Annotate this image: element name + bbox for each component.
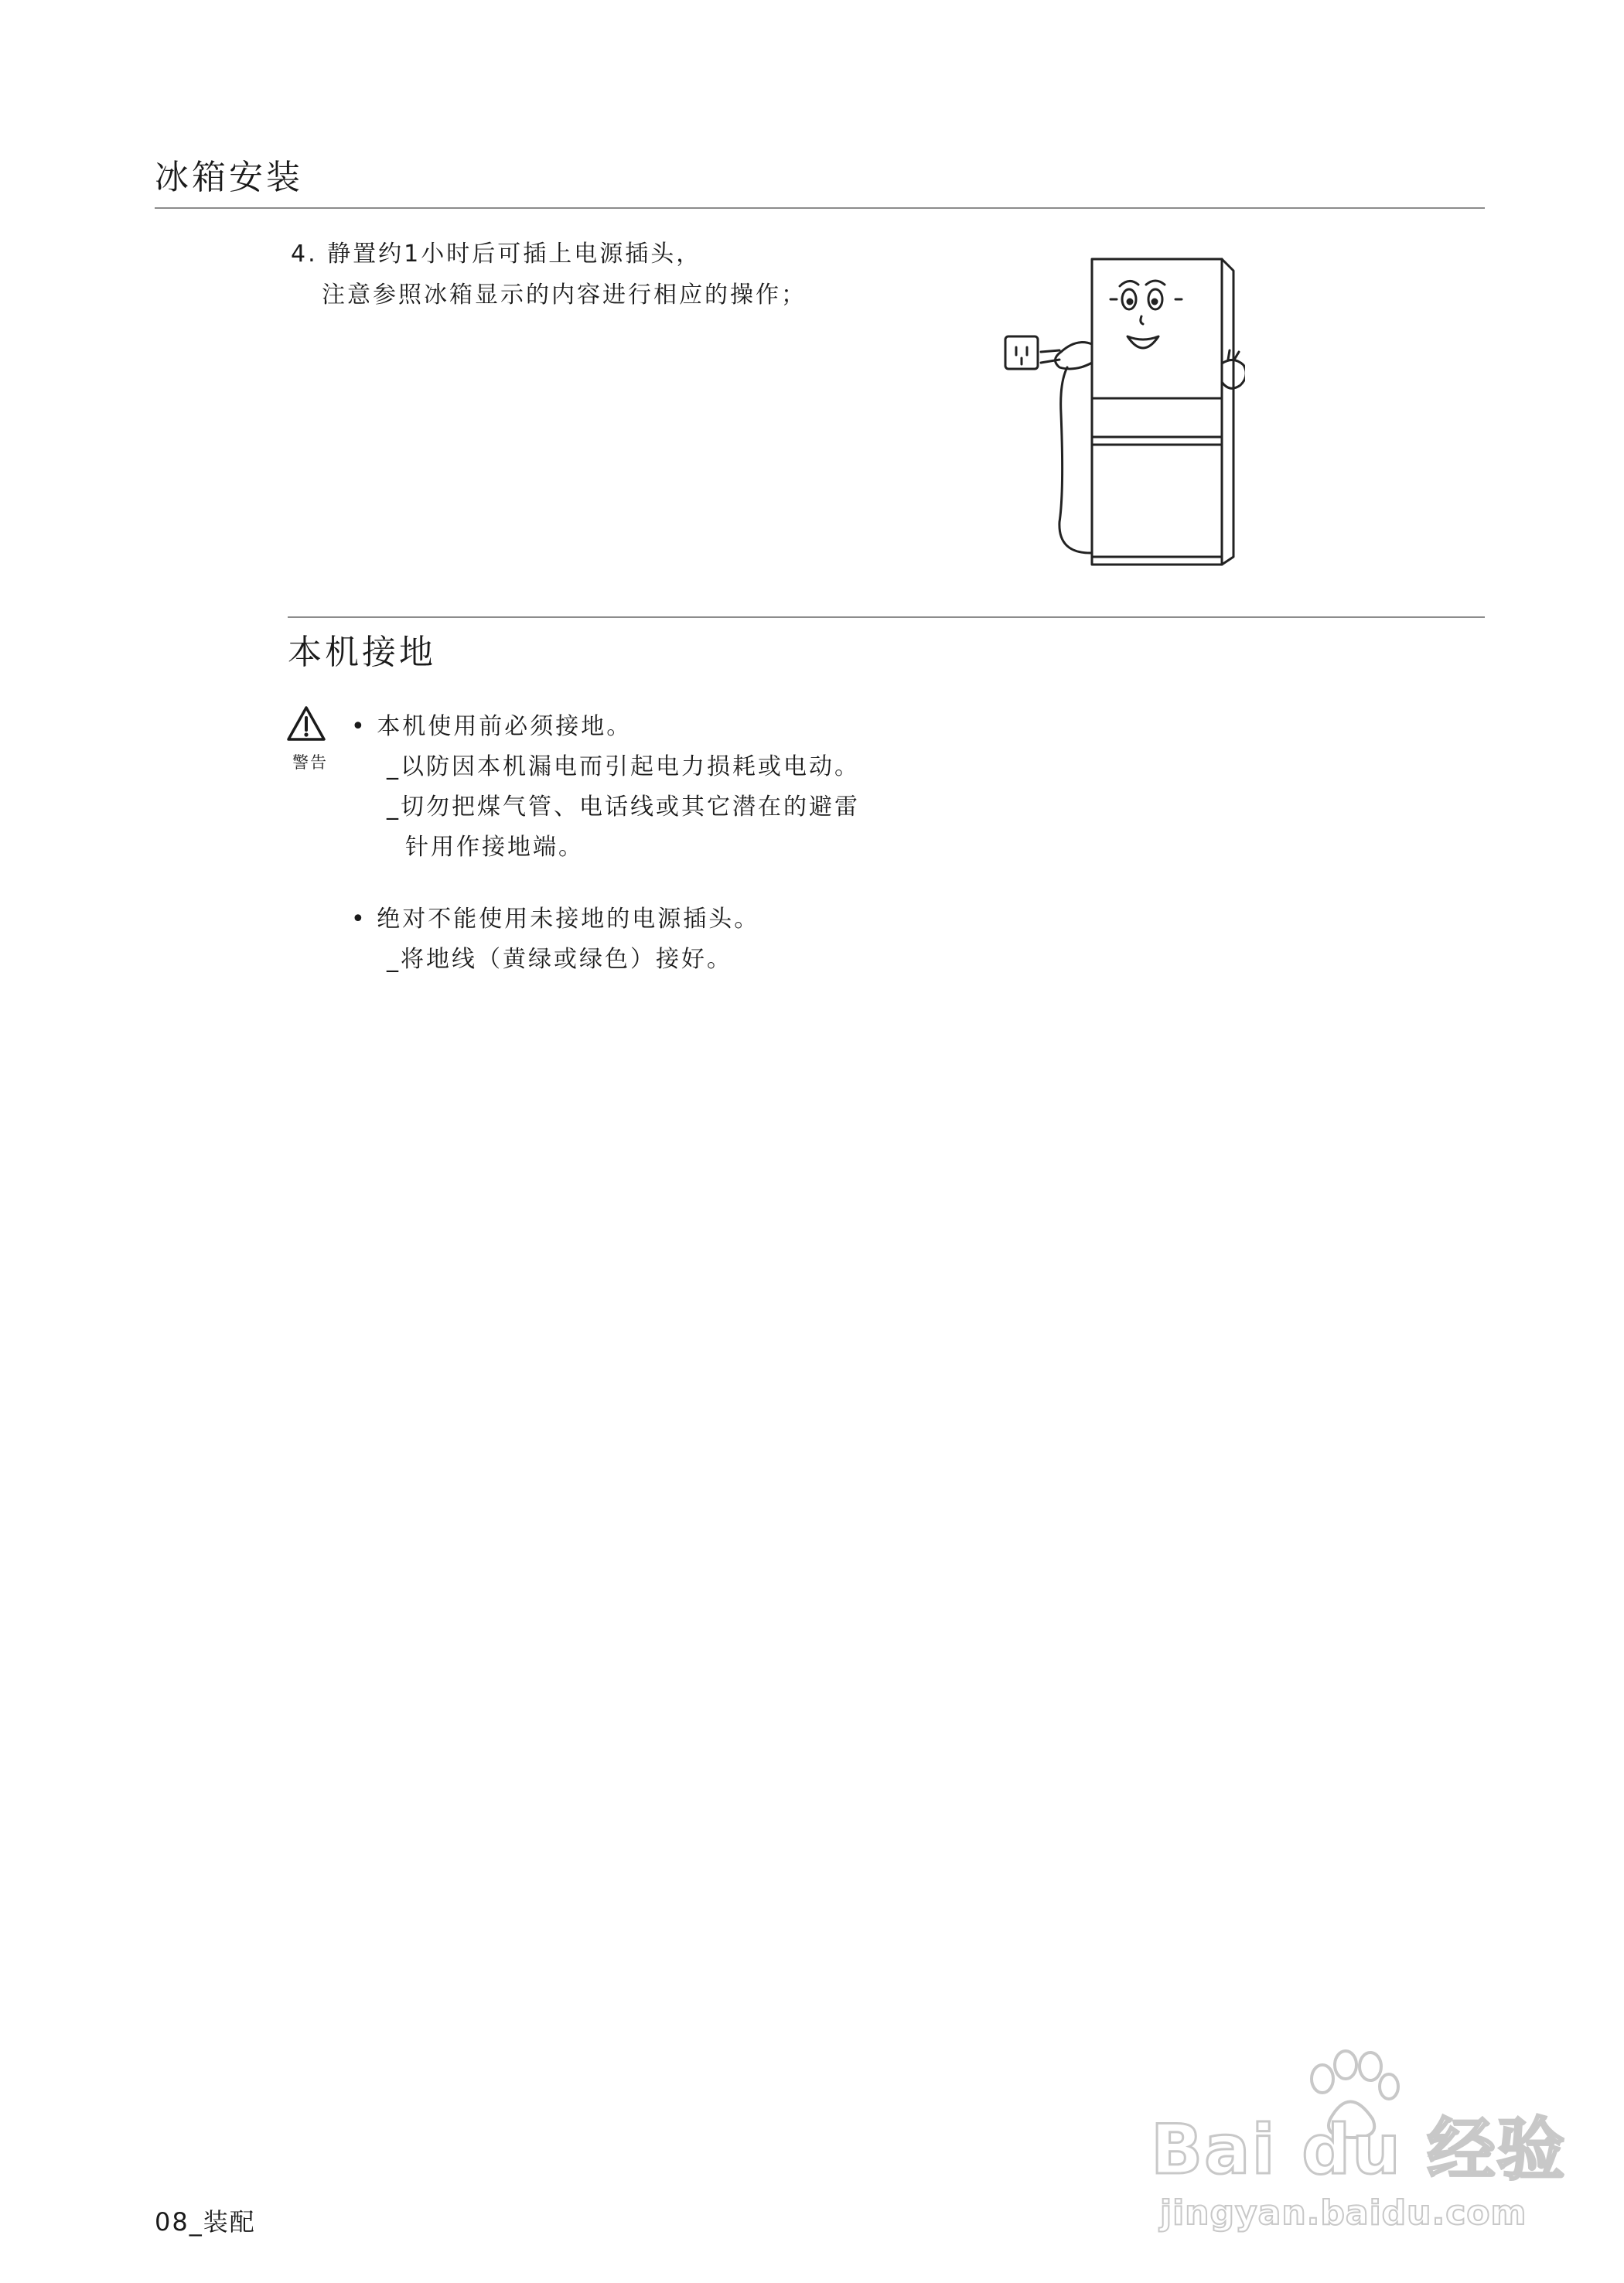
section-title-grounding: 本机接地 [288, 633, 436, 672]
warning-triangle-icon [286, 705, 326, 742]
bullet-2: • 绝对不能使用未接地的电源插头。 [351, 906, 760, 933]
bullet-1-sub-2: _切勿把煤气管、电话线或其它潜在的避雷 [387, 793, 860, 821]
section-divider [288, 616, 1485, 618]
page-title: 冰箱安装 [155, 158, 303, 197]
step4-line1: 4. 静置约1小时后可插上电源插头， [291, 241, 702, 268]
bullet-1: • 本机使用前必须接地。 [351, 713, 633, 740]
bullet-1-sub-3: 针用作接地端。 [405, 834, 584, 861]
bullet-1-sub-1: _以防因本机漏电而引起电力损耗或电动。 [387, 753, 860, 780]
page-number: 08_装配 [155, 2207, 256, 2237]
bullet-2-sub-1: _将地线（黄绿或绿色）接好。 [387, 946, 732, 973]
step4-line2: 注意参照冰箱显示的内容进行相应的操作； [322, 282, 807, 309]
watermark-url: jingyan.baidu.com [1160, 2193, 1527, 2233]
watermark-brand: Bai du 经验 [1151, 2110, 1567, 2189]
header-divider [155, 207, 1485, 209]
fridge-illustration [982, 251, 1245, 576]
warning-label: 警告 [292, 753, 328, 772]
